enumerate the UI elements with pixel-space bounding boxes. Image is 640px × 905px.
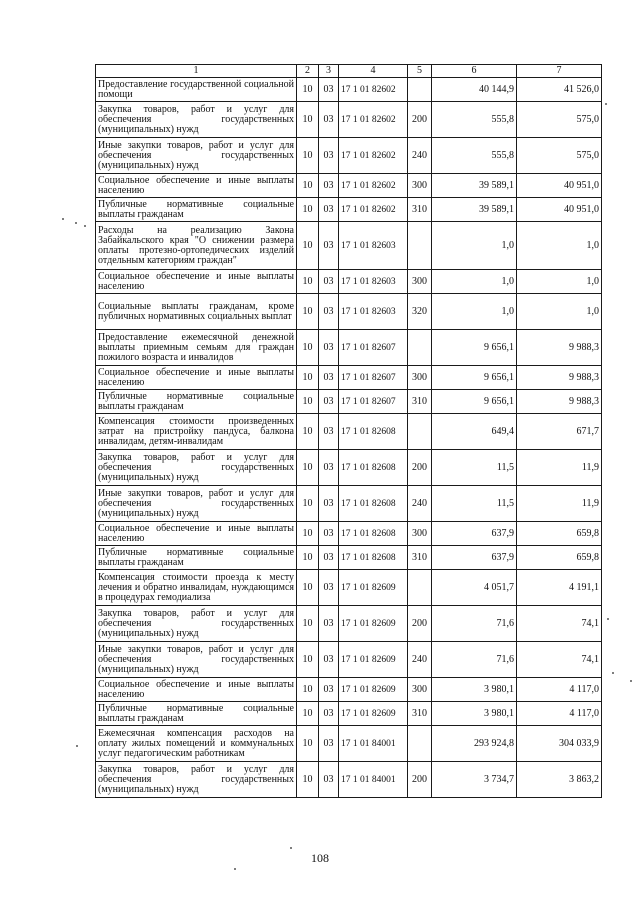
amount-year1-cell: 3 734,7 — [432, 762, 517, 798]
subsection-code-cell: 03 — [319, 678, 339, 702]
expense-type-cell — [408, 78, 432, 102]
scan-speck — [75, 222, 77, 224]
table-row — [96, 570, 602, 606]
expense-type-cell: 200 — [408, 102, 432, 138]
amount-year1-cell: 555,8 — [432, 138, 517, 174]
target-article-cell: 17 1 01 82603 — [339, 294, 408, 330]
row-name-cell: Публичные нормативные социальные выплаты гражданам — [96, 198, 297, 222]
target-article-cell: 17 1 01 82608 — [339, 414, 408, 450]
row-name-cell: Закупка товаров, работ и услуг для обеспечения государственных (муниципальных) нужд — [96, 606, 297, 642]
target-article-cell: 17 1 01 82607 — [339, 330, 408, 366]
subsection-code-cell: 03 — [319, 726, 339, 762]
row-name-cell: Социальное обеспечение и иные выплаты населению — [96, 366, 297, 390]
amount-year1-cell: 1,0 — [432, 270, 517, 294]
row-name-cell: Социальное обеспечение и иные выплаты населению — [96, 678, 297, 702]
subsection-code-cell: 03 — [319, 486, 339, 522]
expense-type-cell: 200 — [408, 606, 432, 642]
section-code-cell: 10 — [297, 606, 319, 642]
row-name-cell: Публичные нормативные социальные выплаты гражданам — [96, 390, 297, 414]
target-article-cell: 17 1 01 82608 — [339, 450, 408, 486]
table-row — [96, 678, 602, 702]
expense-type-cell: 300 — [408, 270, 432, 294]
expense-type-cell: 310 — [408, 546, 432, 570]
target-article-cell: 17 1 01 82609 — [339, 606, 408, 642]
subsection-code-cell: 03 — [319, 450, 339, 486]
expense-type-cell: 200 — [408, 450, 432, 486]
expense-type-cell — [408, 726, 432, 762]
table-row — [96, 702, 602, 726]
table-row — [96, 546, 602, 570]
table-row — [96, 138, 602, 174]
expense-type-cell: 240 — [408, 642, 432, 678]
table-row — [96, 198, 602, 222]
subsection-code-cell: 03 — [319, 174, 339, 198]
section-code-cell: 10 — [297, 330, 319, 366]
amount-year2-cell: 74,1 — [517, 606, 602, 642]
section-code-cell: 10 — [297, 726, 319, 762]
section-code-cell: 10 — [297, 174, 319, 198]
table-row — [96, 270, 602, 294]
column-number: 6 — [432, 65, 517, 78]
amount-year2-cell: 11,9 — [517, 486, 602, 522]
row-name-cell: Компенсация стоимости произведенных затрат на пристройку пандуса, балкона инвалидам, детям-инвалидам — [96, 414, 297, 450]
section-code-cell: 10 — [297, 522, 319, 546]
amount-year1-cell: 555,8 — [432, 102, 517, 138]
table-row — [96, 102, 602, 138]
scan-speck — [84, 225, 86, 227]
amount-year1-cell: 1,0 — [432, 222, 517, 270]
amount-year1-cell: 1,0 — [432, 294, 517, 330]
amount-year2-cell: 4 117,0 — [517, 702, 602, 726]
amount-year2-cell: 659,8 — [517, 546, 602, 570]
table-row — [96, 330, 602, 366]
amount-year1-cell: 293 924,8 — [432, 726, 517, 762]
section-code-cell: 10 — [297, 198, 319, 222]
amount-year1-cell: 71,6 — [432, 642, 517, 678]
subsection-code-cell: 03 — [319, 390, 339, 414]
target-article-cell: 17 1 01 84001 — [339, 726, 408, 762]
scan-speck — [76, 745, 78, 747]
section-code-cell: 10 — [297, 642, 319, 678]
target-article-cell: 17 1 01 82608 — [339, 522, 408, 546]
expense-type-cell — [408, 414, 432, 450]
row-name-cell: Социальные выплаты гражданам, кроме публичных нормативных социальных выплат — [96, 294, 297, 330]
page-number: 108 — [311, 851, 329, 865]
scan-speck — [607, 618, 609, 620]
target-article-cell: 17 1 01 82608 — [339, 486, 408, 522]
table-row — [96, 222, 602, 270]
subsection-code-cell: 03 — [319, 330, 339, 366]
column-number: 4 — [339, 65, 408, 78]
amount-year1-cell: 637,9 — [432, 546, 517, 570]
amount-year2-cell: 40 951,0 — [517, 174, 602, 198]
column-number-row — [96, 65, 602, 78]
table-row — [96, 174, 602, 198]
section-code-cell: 10 — [297, 294, 319, 330]
target-article-cell: 17 1 01 82608 — [339, 546, 408, 570]
section-code-cell: 10 — [297, 546, 319, 570]
table-row — [96, 606, 602, 642]
row-name-cell: Социальное обеспечение и иные выплаты населению — [96, 522, 297, 546]
row-name-cell: Закупка товаров, работ и услуг для обеспечения государственных (муниципальных) нужд — [96, 102, 297, 138]
table-row — [96, 450, 602, 486]
scan-speck — [234, 868, 236, 870]
expense-type-cell — [408, 570, 432, 606]
amount-year2-cell: 575,0 — [517, 102, 602, 138]
expense-type-cell: 310 — [408, 198, 432, 222]
amount-year1-cell: 649,4 — [432, 414, 517, 450]
scan-speck — [290, 847, 292, 849]
table-row — [96, 414, 602, 450]
amount-year2-cell: 4 117,0 — [517, 678, 602, 702]
column-number: 7 — [517, 65, 602, 78]
column-number: 2 — [297, 65, 319, 78]
row-name-cell: Компенсация стоимости проезда к месту лечения и обратно инвалидам, нуждающимся в процедурах гемодиализа — [96, 570, 297, 606]
target-article-cell: 17 1 01 82602 — [339, 78, 408, 102]
row-name-cell: Публичные нормативные социальные выплаты гражданам — [96, 702, 297, 726]
target-article-cell: 17 1 01 82603 — [339, 270, 408, 294]
row-name-cell: Публичные нормативные социальные выплаты гражданам — [96, 546, 297, 570]
column-number: 1 — [96, 65, 297, 78]
section-code-cell: 10 — [297, 102, 319, 138]
amount-year2-cell: 4 191,1 — [517, 570, 602, 606]
row-name-cell: Закупка товаров, работ и услуг для обеспечения государственных (муниципальных) нужд — [96, 762, 297, 798]
subsection-code-cell: 03 — [319, 294, 339, 330]
subsection-code-cell: 03 — [319, 366, 339, 390]
section-code-cell: 10 — [297, 486, 319, 522]
table-row — [96, 78, 602, 102]
amount-year1-cell: 71,6 — [432, 606, 517, 642]
subsection-code-cell: 03 — [319, 198, 339, 222]
subsection-code-cell: 03 — [319, 414, 339, 450]
amount-year1-cell: 9 656,1 — [432, 366, 517, 390]
section-code-cell: 10 — [297, 678, 319, 702]
row-name-cell: Закупка товаров, работ и услуг для обеспечения государственных (муниципальных) нужд — [96, 450, 297, 486]
target-article-cell: 17 1 01 82609 — [339, 678, 408, 702]
row-name-cell: Ежемесячная компенсация расходов на оплату жилых помещений и коммунальных услуг педагогическим работникам — [96, 726, 297, 762]
expense-type-cell: 310 — [408, 702, 432, 726]
amount-year2-cell: 304 033,9 — [517, 726, 602, 762]
budget-table — [95, 64, 602, 798]
target-article-cell: 17 1 01 82603 — [339, 222, 408, 270]
scan-speck — [630, 680, 632, 682]
amount-year2-cell: 9 988,3 — [517, 390, 602, 414]
table-body — [96, 78, 602, 798]
target-article-cell: 17 1 01 82607 — [339, 366, 408, 390]
target-article-cell: 17 1 01 84001 — [339, 762, 408, 798]
subsection-code-cell: 03 — [319, 762, 339, 798]
expense-type-cell: 310 — [408, 390, 432, 414]
target-article-cell: 17 1 01 82602 — [339, 174, 408, 198]
table-row — [96, 390, 602, 414]
expense-type-cell: 300 — [408, 366, 432, 390]
section-code-cell: 10 — [297, 570, 319, 606]
amount-year2-cell: 671,7 — [517, 414, 602, 450]
subsection-code-cell: 03 — [319, 102, 339, 138]
row-name-cell: Иные закупки товаров, работ и услуг для обеспечения государственных (муниципальных) нужд — [96, 486, 297, 522]
amount-year1-cell: 11,5 — [432, 486, 517, 522]
amount-year1-cell: 4 051,7 — [432, 570, 517, 606]
expense-type-cell: 240 — [408, 138, 432, 174]
section-code-cell: 10 — [297, 390, 319, 414]
expense-type-cell: 200 — [408, 762, 432, 798]
amount-year1-cell: 11,5 — [432, 450, 517, 486]
expense-type-cell: 300 — [408, 174, 432, 198]
section-code-cell: 10 — [297, 366, 319, 390]
row-name-cell: Расходы на реализацию Закона Забайкальского края "О снижении размера оплаты протезно-ортопедических изделий отдельным категориям граждан" — [96, 222, 297, 270]
amount-year2-cell: 9 988,3 — [517, 330, 602, 366]
section-code-cell: 10 — [297, 702, 319, 726]
expense-type-cell: 240 — [408, 486, 432, 522]
subsection-code-cell: 03 — [319, 270, 339, 294]
amount-year1-cell: 39 589,1 — [432, 198, 517, 222]
scan-speck — [605, 103, 607, 105]
amount-year1-cell: 39 589,1 — [432, 174, 517, 198]
amount-year1-cell: 3 980,1 — [432, 678, 517, 702]
section-code-cell: 10 — [297, 78, 319, 102]
subsection-code-cell: 03 — [319, 606, 339, 642]
subsection-code-cell: 03 — [319, 642, 339, 678]
amount-year2-cell: 575,0 — [517, 138, 602, 174]
amount-year2-cell: 1,0 — [517, 222, 602, 270]
row-name-cell: Предоставление государственной социальной помощи — [96, 78, 297, 102]
subsection-code-cell: 03 — [319, 78, 339, 102]
scan-speck — [62, 218, 64, 220]
amount-year2-cell: 659,8 — [517, 522, 602, 546]
row-name-cell: Иные закупки товаров, работ и услуг для обеспечения государственных (муниципальных) нужд — [96, 642, 297, 678]
subsection-code-cell: 03 — [319, 522, 339, 546]
row-name-cell: Предоставление ежемесячной денежной выплаты приемным семьям для граждан пожилого возраста и инвалидов — [96, 330, 297, 366]
scan-speck — [612, 672, 614, 674]
amount-year1-cell: 40 144,9 — [432, 78, 517, 102]
section-code-cell: 10 — [297, 762, 319, 798]
target-article-cell: 17 1 01 82609 — [339, 642, 408, 678]
column-number: 3 — [319, 65, 339, 78]
expense-type-cell: 320 — [408, 294, 432, 330]
amount-year2-cell: 3 863,2 — [517, 762, 602, 798]
amount-year2-cell: 1,0 — [517, 270, 602, 294]
target-article-cell: 17 1 01 82602 — [339, 102, 408, 138]
amount-year1-cell: 9 656,1 — [432, 390, 517, 414]
target-article-cell: 17 1 01 82607 — [339, 390, 408, 414]
amount-year2-cell: 9 988,3 — [517, 366, 602, 390]
subsection-code-cell: 03 — [319, 138, 339, 174]
row-name-cell: Иные закупки товаров, работ и услуг для обеспечения государственных (муниципальных) нужд — [96, 138, 297, 174]
table-row — [96, 762, 602, 798]
amount-year2-cell: 1,0 — [517, 294, 602, 330]
table-row — [96, 294, 602, 330]
amount-year2-cell: 74,1 — [517, 642, 602, 678]
subsection-code-cell: 03 — [319, 546, 339, 570]
table-row — [96, 726, 602, 762]
expense-type-cell — [408, 222, 432, 270]
amount-year2-cell: 11,9 — [517, 450, 602, 486]
table-row — [96, 486, 602, 522]
target-article-cell: 17 1 01 82609 — [339, 570, 408, 606]
target-article-cell: 17 1 01 82602 — [339, 198, 408, 222]
section-code-cell: 10 — [297, 222, 319, 270]
subsection-code-cell: 03 — [319, 702, 339, 726]
column-number: 5 — [408, 65, 432, 78]
table-row — [96, 522, 602, 546]
table-row — [96, 642, 602, 678]
section-code-cell: 10 — [297, 270, 319, 294]
row-name-cell: Социальное обеспечение и иные выплаты населению — [96, 174, 297, 198]
table-row — [96, 366, 602, 390]
amount-year2-cell: 40 951,0 — [517, 198, 602, 222]
target-article-cell: 17 1 01 82609 — [339, 702, 408, 726]
amount-year2-cell: 41 526,0 — [517, 78, 602, 102]
amount-year1-cell: 9 656,1 — [432, 330, 517, 366]
amount-year1-cell: 637,9 — [432, 522, 517, 546]
amount-year1-cell: 3 980,1 — [432, 702, 517, 726]
subsection-code-cell: 03 — [319, 570, 339, 606]
section-code-cell: 10 — [297, 450, 319, 486]
row-name-cell: Социальное обеспечение и иные выплаты населению — [96, 270, 297, 294]
expense-type-cell: 300 — [408, 522, 432, 546]
subsection-code-cell: 03 — [319, 222, 339, 270]
expense-type-cell — [408, 330, 432, 366]
section-code-cell: 10 — [297, 138, 319, 174]
expense-type-cell: 300 — [408, 678, 432, 702]
target-article-cell: 17 1 01 82602 — [339, 138, 408, 174]
section-code-cell: 10 — [297, 414, 319, 450]
